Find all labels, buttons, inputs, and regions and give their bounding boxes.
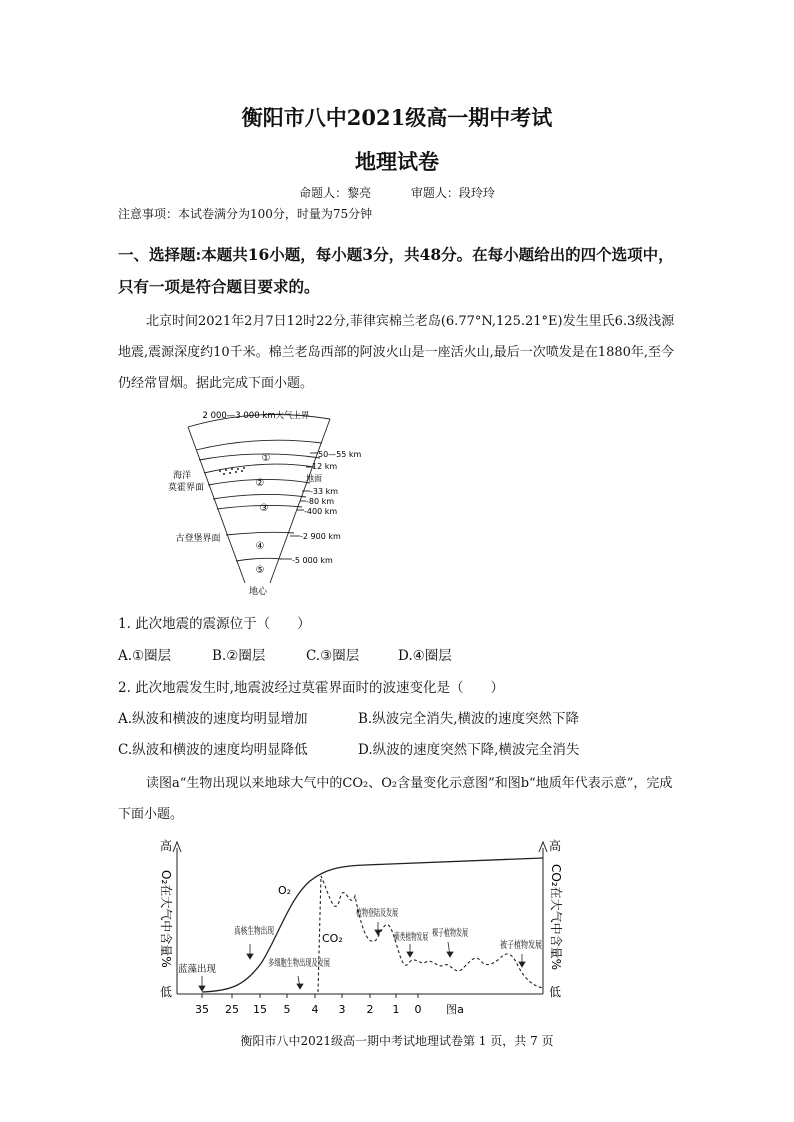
x-tick-label: 15 <box>253 1003 267 1016</box>
q1-option-c: C.③圈层 <box>306 648 360 664</box>
depth-label: 50—55 km <box>318 450 362 459</box>
x-tick-label: 5 <box>283 1003 291 1016</box>
left-axis-label: O₂在大气中含量% <box>159 870 173 968</box>
depth-label: -2 900 km <box>300 532 341 541</box>
q1-option-d: D.④圈层 <box>398 648 452 664</box>
author: 命题人：黎亮 <box>299 186 372 200</box>
gutenberg-label: 古登堡界面 <box>175 534 221 544</box>
left-axis-top: 高 <box>160 839 173 853</box>
o2-curve-label: O₂ <box>278 884 292 897</box>
x-tick-label: 0 <box>414 1003 422 1016</box>
left-axis-bottom: 低 <box>160 985 173 999</box>
x-tick-label: 4 <box>311 1003 319 1016</box>
annotation-land-plants: 植物登陆及发展 <box>356 908 423 919</box>
passage-2: 读图a“生物出现以来地球大气中的CO₂、O₂含量变化示意图”和图b“地质年代表示意”，完成下面小题。 <box>118 776 673 822</box>
depth-label: -80 km <box>306 497 335 506</box>
depth-label: -400 km <box>304 507 338 516</box>
q2-option-b: B.纵波完全消失,横波的速度突然下降 <box>358 711 580 727</box>
right-axis-bottom: 低 <box>549 985 562 999</box>
ocean-label: 海洋 <box>172 471 192 481</box>
layer-4-label: ④ <box>255 541 265 552</box>
q2-option-d: D.纵波的速度突然下降,横波完全消失 <box>358 742 580 758</box>
notice: 注意事项：本试卷满分为100分，时量为75分钟 <box>118 207 373 221</box>
earth-layers-diagram <box>160 405 380 597</box>
x-tick-label: 2 <box>366 1003 374 1016</box>
x-tick-label: 35 <box>195 1003 209 1016</box>
co2-curve-label: CO₂ <box>322 932 343 945</box>
atmosphere-top-label: 2 000—3 000 km大气上界 <box>202 411 310 421</box>
right-axis-label: CO₂在大气中含量% <box>549 864 563 971</box>
atmosphere-gas-chart <box>150 836 570 1026</box>
page-title: 衡阳市八中2021级高一期中考试 <box>241 105 553 130</box>
depth-label: 地面 <box>306 474 322 483</box>
depth-label: -5 000 km <box>292 556 333 565</box>
depth-label: -33 km <box>310 487 339 496</box>
earth-center-label: 地心 <box>248 587 268 597</box>
page-footer: 衡阳市八中2021级高一期中考试地理试卷第 1 页，共 7 页 <box>240 1034 554 1048</box>
annotation-multicellular: 多细胞生物出现及发展 <box>268 958 364 969</box>
q1-option-a: A.①圈层 <box>118 648 172 664</box>
figure-caption: 图a <box>446 1003 464 1016</box>
x-tick-label: 3 <box>338 1003 346 1016</box>
annotation-angiosperms: 被子植物发展 <box>500 940 558 951</box>
layer-3-label: ③ <box>259 503 269 514</box>
depth-label: 12 km <box>312 462 338 471</box>
layer-5-label: ⑤ <box>255 565 265 576</box>
passage-1: 北京时间2021年2月7日12时22分,菲律宾棉兰老岛(6.77°N,125.21°E)发生里氏6.3级浅源地震,震源深度约10千米。棉兰老岛西部的阿波火山是一座活火山,最后一次喷发是在1880年,至今仍经常冒烟。据此完成下面小题。 <box>118 314 675 391</box>
annotation-gymnosperms: 裸子植物发展 <box>432 928 489 939</box>
question-1-stem: 1. 此次地震的震源位于（ ） <box>118 616 311 632</box>
x-tick-label: 1 <box>392 1003 400 1016</box>
question-2-stem: 2. 此次地震发生时,地震波经过莫霍界面时的波速变化是（ ） <box>118 680 504 696</box>
layer-2-label: ② <box>255 478 265 489</box>
moho-label: 莫霍界面 <box>167 483 205 493</box>
section-heading: 一、选择题:本题共16小题，每小题3分，共48分。在每小题给出的四个选项中，只有一项是符合题目要求的。 <box>118 245 674 296</box>
q2-option-a: A.纵波和横波的速度均明显增加 <box>118 711 308 727</box>
x-tick-label: 25 <box>225 1003 239 1016</box>
q1-option-b: B.②圈层 <box>212 648 266 664</box>
annotation-eukaryote: 真核生物出现 <box>234 926 292 937</box>
layer-1-label: ① <box>261 453 271 464</box>
authors-line <box>0 184 794 201</box>
q2-option-c: C.纵波和横波的速度均明显降低 <box>118 742 308 758</box>
page-subtitle: 地理试卷 <box>355 149 439 174</box>
annotation-ferns: 蕨类植物发展 <box>394 932 451 943</box>
right-axis-top: 高 <box>549 839 562 853</box>
reviewer: 审题人：段玲玲 <box>410 186 495 200</box>
annotation-cyanobacteria: 蓝藻出现 <box>178 964 217 975</box>
